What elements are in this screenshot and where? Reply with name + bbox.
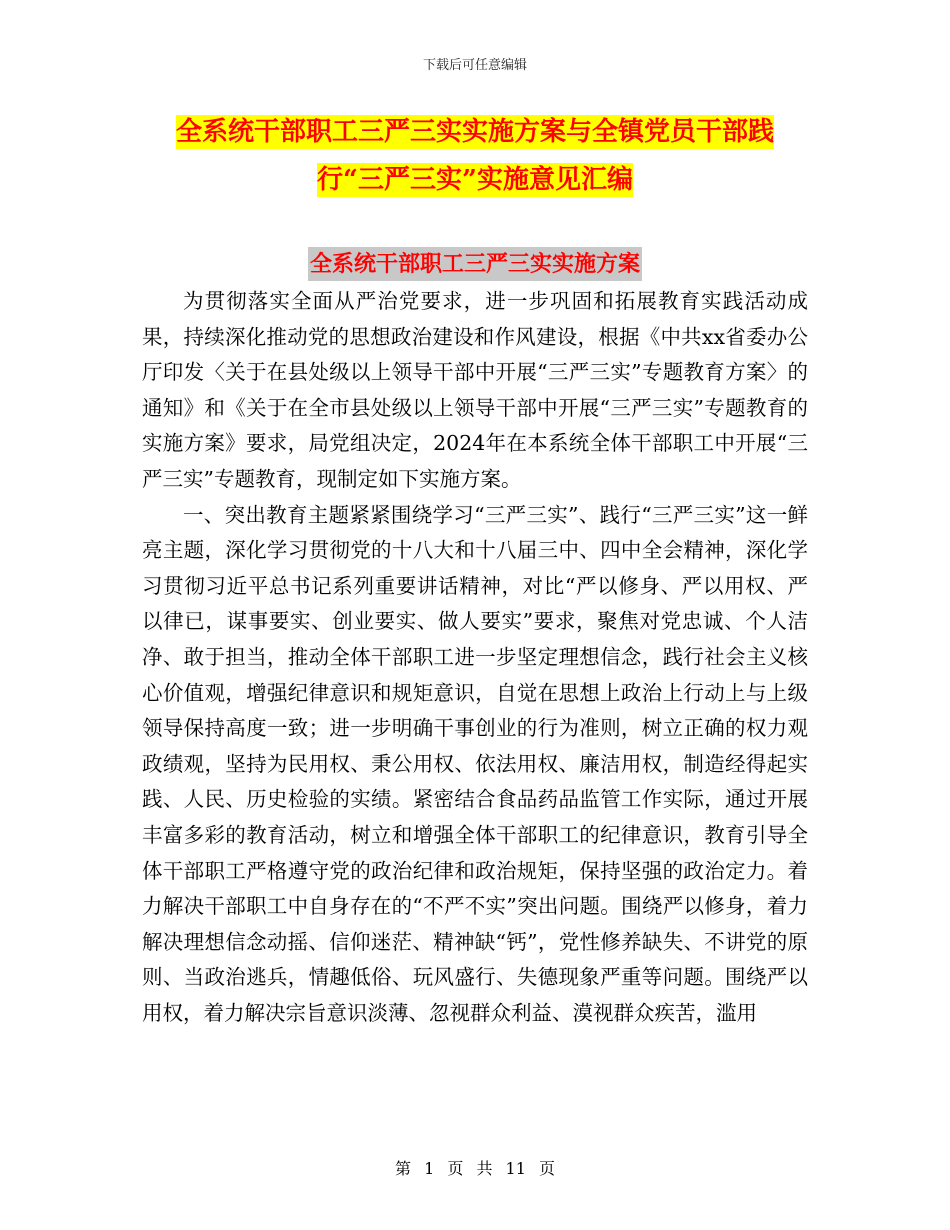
main-title-line-2-text: 行“三严三实”实施意见汇编: [317, 165, 633, 195]
main-title-line-2: [0, 156, 950, 204]
header-note: 下载后可任意编辑: [422, 58, 527, 73]
main-title: [0, 108, 950, 204]
page-footer: 第 1 页 共 11 页: [395, 1159, 555, 1178]
section-title-text: 全系统干部职工三严三实实施方案: [308, 247, 642, 281]
main-title-line-1: [0, 108, 950, 156]
main-title-line-1-text: 全系统干部职工三严三实实施方案与全镇党员干部践: [175, 117, 774, 147]
paragraph-intro: 为贯彻落实全面从严治党要求，进一步巩固和拓展教育实践活动成果，持续深化推动党的思想政治建设和作风建设，根据《中共xx省委办公厅印发〈关于在县处级以上领导干部中开展“三严三实”专题教育方案〉的通知》和《关于在全市县处级以上领导干部中开展“三严三实”专题教育的实施方案》要求，局党组决定，2024年在本系统全体干部职工中开展“三严三实”专题教育，现制定如下实施方案。: [142, 289, 808, 491]
section-title: [0, 244, 950, 284]
paragraph-section-one: 一、突出教育主题紧紧围绕学习“三严三实”、践行“三严三实”这一鲜亮主题，深化学习贯彻党的十八大和十八届三中、四中全会精神，深化学习贯彻习近平总书记系列重要讲话精神，对比“严以修身、严以用权、严以律已，谋事要实、创业要实、做人要实”要求，聚焦对党忠诚、个人洁净、敢于担当，推动全体干部职工进一步坚定理想信念，践行社会主义核心价值观，增强纪律意识和规矩意识，自觉在思想上政治上行动上与上级领导保持高度一致；进一步明确干事创业的行为准则，树立正确的权力观政绩观，坚持为民用权、秉公用权、依法用权、廉洁用权，制造经得起实践、人民、历史检验的实绩。紧密结合食品药品监管工作实际，通过开展丰富多彩的教育活动，树立和增强全体干部职工的纪律意识，教育引导全体干部职工严格遵守党的政治纪律和政治规矩，保持坚强的政治定力。着力解决干部职工中自身存在的“不严不实”突出问题。围绕严以修身，着力解决理想信念动摇、信仰迷茫、精神缺“钙”，党性修养缺失、不讲党的原则、当政治逃兵，情趣低俗、玩风盛行、失德现象严重等问题。围绕严以用权，着力解决宗旨意识淡薄、忽视群众利益、漠视群众疾苦，滥用: [142, 502, 808, 1025]
body-text: [142, 284, 808, 1031]
